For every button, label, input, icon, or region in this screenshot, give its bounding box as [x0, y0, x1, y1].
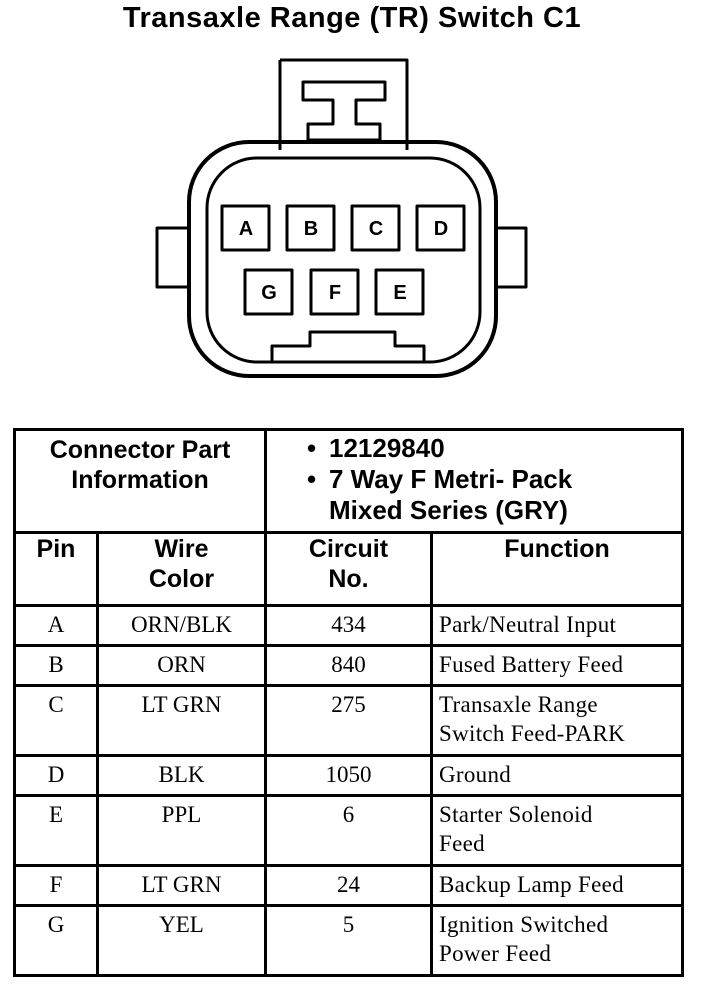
- circuit-cell: 434: [266, 606, 432, 646]
- circuit-cell: 275: [266, 686, 432, 756]
- pin-cell: B: [15, 646, 98, 686]
- connector-desc-line2: Mixed Series (GRY): [329, 495, 568, 525]
- pin-cell: C: [15, 686, 98, 756]
- function-line: Ground: [439, 762, 512, 787]
- pin-cell: G: [15, 906, 98, 976]
- circuit-cell: 1050: [266, 756, 432, 796]
- connector-info-row: [15, 430, 683, 533]
- right-side-tab: [496, 228, 526, 287]
- bullet-2: •: [307, 464, 317, 494]
- pin-cell: A: [15, 606, 98, 646]
- pin-label-f: F: [328, 282, 342, 304]
- diagram-title: Transaxle Range (TR) Switch C1: [122, 2, 582, 34]
- pinout-table: [13, 428, 684, 977]
- pin-label-g: G: [261, 282, 277, 304]
- connector-info-label-line1: Connector Part: [49, 436, 231, 464]
- part-number: 12129840: [329, 433, 445, 463]
- connector-outer-shell: [189, 142, 496, 376]
- table-row: [15, 906, 683, 976]
- function-cell: [432, 796, 683, 866]
- connector-info-values: [266, 430, 683, 533]
- connector-desc-line1: [307, 464, 681, 495]
- circuit-cell: 840: [266, 646, 432, 686]
- bullet-1: •: [307, 433, 317, 463]
- function-cell: [432, 646, 683, 686]
- wire-color-cell: ORN: [98, 646, 266, 686]
- table-row: [15, 646, 683, 686]
- header-wire-line2: Color: [148, 565, 215, 593]
- function-cell: [432, 756, 683, 796]
- function-line: Feed: [439, 831, 485, 856]
- header-wire-color: [98, 533, 266, 606]
- pin-label-c: C: [368, 218, 384, 240]
- function-line: Switch Feed-PARK: [439, 721, 626, 746]
- table-row: [15, 756, 683, 796]
- pin-cell: E: [15, 796, 98, 866]
- header-circuit-no: [266, 533, 432, 606]
- circuit-cell: 5: [266, 906, 432, 976]
- wire-color-cell: YEL: [98, 906, 266, 976]
- function-line: Park/Neutral Input: [439, 612, 617, 637]
- header-function: Function: [432, 533, 683, 606]
- pin-cell: F: [15, 866, 98, 906]
- function-line: Backup Lamp Feed: [439, 872, 624, 897]
- header-circuit-line1: Circuit: [308, 535, 389, 563]
- connector-info-label-line2: Information: [71, 466, 209, 494]
- pin-label-b: B: [303, 218, 319, 240]
- function-cell: [432, 686, 683, 756]
- connector-info-label: [15, 430, 266, 533]
- table-row: [15, 606, 683, 646]
- table-row: [15, 866, 683, 906]
- pin-cell: D: [15, 756, 98, 796]
- latch-i-shape: [303, 82, 385, 140]
- header-row: [15, 533, 683, 606]
- wire-color-cell: ORN/BLK: [98, 606, 266, 646]
- connector-desc-1: 7 Way F Metri- Pack: [329, 464, 573, 494]
- function-line: Fused Battery Feed: [439, 652, 624, 677]
- bottom-key: [272, 332, 424, 362]
- connector-face-drawing: [0, 0, 704, 420]
- header-circuit-line2: No.: [328, 565, 369, 593]
- function-line: Ignition Switched: [439, 912, 609, 937]
- part-number-line: [307, 433, 681, 464]
- pin-label-d: D: [433, 218, 449, 240]
- function-line: Power Feed: [439, 941, 552, 966]
- function-cell: [432, 606, 683, 646]
- function-line: Starter Solenoid: [439, 802, 593, 827]
- pin-label-a: A: [238, 218, 254, 240]
- wire-color-cell: BLK: [98, 756, 266, 796]
- header-pin: Pin: [15, 533, 98, 606]
- table-row: [15, 686, 683, 756]
- header-wire-line1: Wire: [154, 535, 209, 563]
- pin-label-e: E: [393, 282, 407, 304]
- wire-color-cell: PPL: [98, 796, 266, 866]
- function-line: Transaxle Range: [439, 692, 598, 717]
- latch-tab: [280, 60, 407, 150]
- table-row: [15, 796, 683, 866]
- function-cell: [432, 866, 683, 906]
- left-side-tab: [157, 228, 189, 287]
- wire-color-cell: LT GRN: [98, 686, 266, 756]
- circuit-cell: 24: [266, 866, 432, 906]
- function-cell: [432, 906, 683, 976]
- circuit-cell: 6: [266, 796, 432, 866]
- wire-color-cell: LT GRN: [98, 866, 266, 906]
